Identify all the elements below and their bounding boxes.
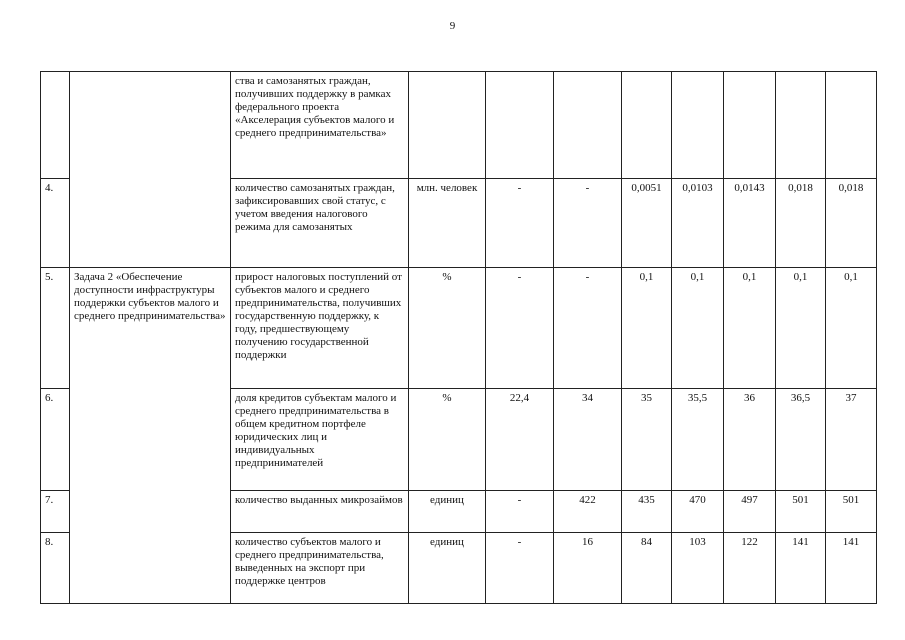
unit-cell: млн. человек (409, 179, 486, 268)
task-cell: Задача 2 «Обеспечение доступности инфраструктуры поддержки субъектов малого и среднего предпринимательства» (70, 268, 231, 604)
value-cell: 36 (724, 389, 776, 491)
value-cell: 103 (672, 533, 724, 604)
indicator-cell: прирост налоговых поступлений от субъектов малого и среднего предпринимательства, получивших государственную поддержку, к году, предшествующему получению государственной поддержки (231, 268, 409, 389)
value-cell: 0,1 (776, 268, 826, 389)
value-cell: 37 (826, 389, 877, 491)
value-cell: 141 (776, 533, 826, 604)
value-cell: 35 (622, 389, 672, 491)
value-cell: 0,1 (622, 268, 672, 389)
value-cell: - (554, 179, 622, 268)
value-cell: 16 (554, 533, 622, 604)
value-cell: 36,5 (776, 389, 826, 491)
value-cell: 22,4 (486, 389, 554, 491)
value-cell: 0,018 (826, 179, 877, 268)
value-cell: 35,5 (672, 389, 724, 491)
unit-cell: единиц (409, 491, 486, 533)
value-cell (724, 72, 776, 179)
value-cell: 0,1 (826, 268, 877, 389)
value-cell: 0,0103 (672, 179, 724, 268)
value-cell: 0,0143 (724, 179, 776, 268)
value-cell: - (486, 179, 554, 268)
value-cell: 122 (724, 533, 776, 604)
indicator-cell: количество субъектов малого и среднего предпринимательства, выведенных на экспорт при поддержке центров (231, 533, 409, 604)
task-cell (70, 72, 231, 268)
unit-cell: % (409, 389, 486, 491)
unit-cell: единиц (409, 533, 486, 604)
value-cell: - (554, 268, 622, 389)
unit-cell: % (409, 268, 486, 389)
value-cell (486, 72, 554, 179)
value-cell: - (486, 491, 554, 533)
table-row (41, 72, 877, 179)
value-cell: 501 (826, 491, 877, 533)
value-cell (776, 72, 826, 179)
indicators-table (40, 71, 877, 604)
value-cell: 0,1 (672, 268, 724, 389)
value-cell (826, 72, 877, 179)
indicator-cell: ства и самозанятых граждан, получивших поддержку в рамках федерального проекта «Акселерация субъектов малого и среднего предпринимательства» (231, 72, 409, 179)
indicator-cell: количество самозанятых граждан, зафиксировавших свой статус, с учетом введения налогового режима для самозанятых (231, 179, 409, 268)
value-cell: 422 (554, 491, 622, 533)
row-number: 8. (41, 533, 70, 604)
row-number: 5. (41, 268, 70, 389)
row-number: 4. (41, 179, 70, 268)
value-cell: 0,0051 (622, 179, 672, 268)
indicator-cell: доля кредитов субъектам малого и среднего предпринимательства в общем кредитном портфеле юридических лиц и индивидуальных предпринимателей (231, 389, 409, 491)
indicator-cell: количество выданных микрозаймов (231, 491, 409, 533)
value-cell: 435 (622, 491, 672, 533)
value-cell: - (486, 268, 554, 389)
row-number: 7. (41, 491, 70, 533)
table-row (41, 268, 877, 389)
value-cell: 141 (826, 533, 877, 604)
value-cell: 470 (672, 491, 724, 533)
value-cell: 84 (622, 533, 672, 604)
row-number: 6. (41, 389, 70, 491)
value-cell (554, 72, 622, 179)
value-cell: 501 (776, 491, 826, 533)
row-number (41, 72, 70, 179)
value-cell: 497 (724, 491, 776, 533)
unit-cell (409, 72, 486, 179)
page-number: 9 (449, 20, 456, 32)
value-cell: 0,018 (776, 179, 826, 268)
value-cell (622, 72, 672, 179)
value-cell: 0,1 (724, 268, 776, 389)
value-cell: 34 (554, 389, 622, 491)
value-cell (672, 72, 724, 179)
value-cell: - (486, 533, 554, 604)
